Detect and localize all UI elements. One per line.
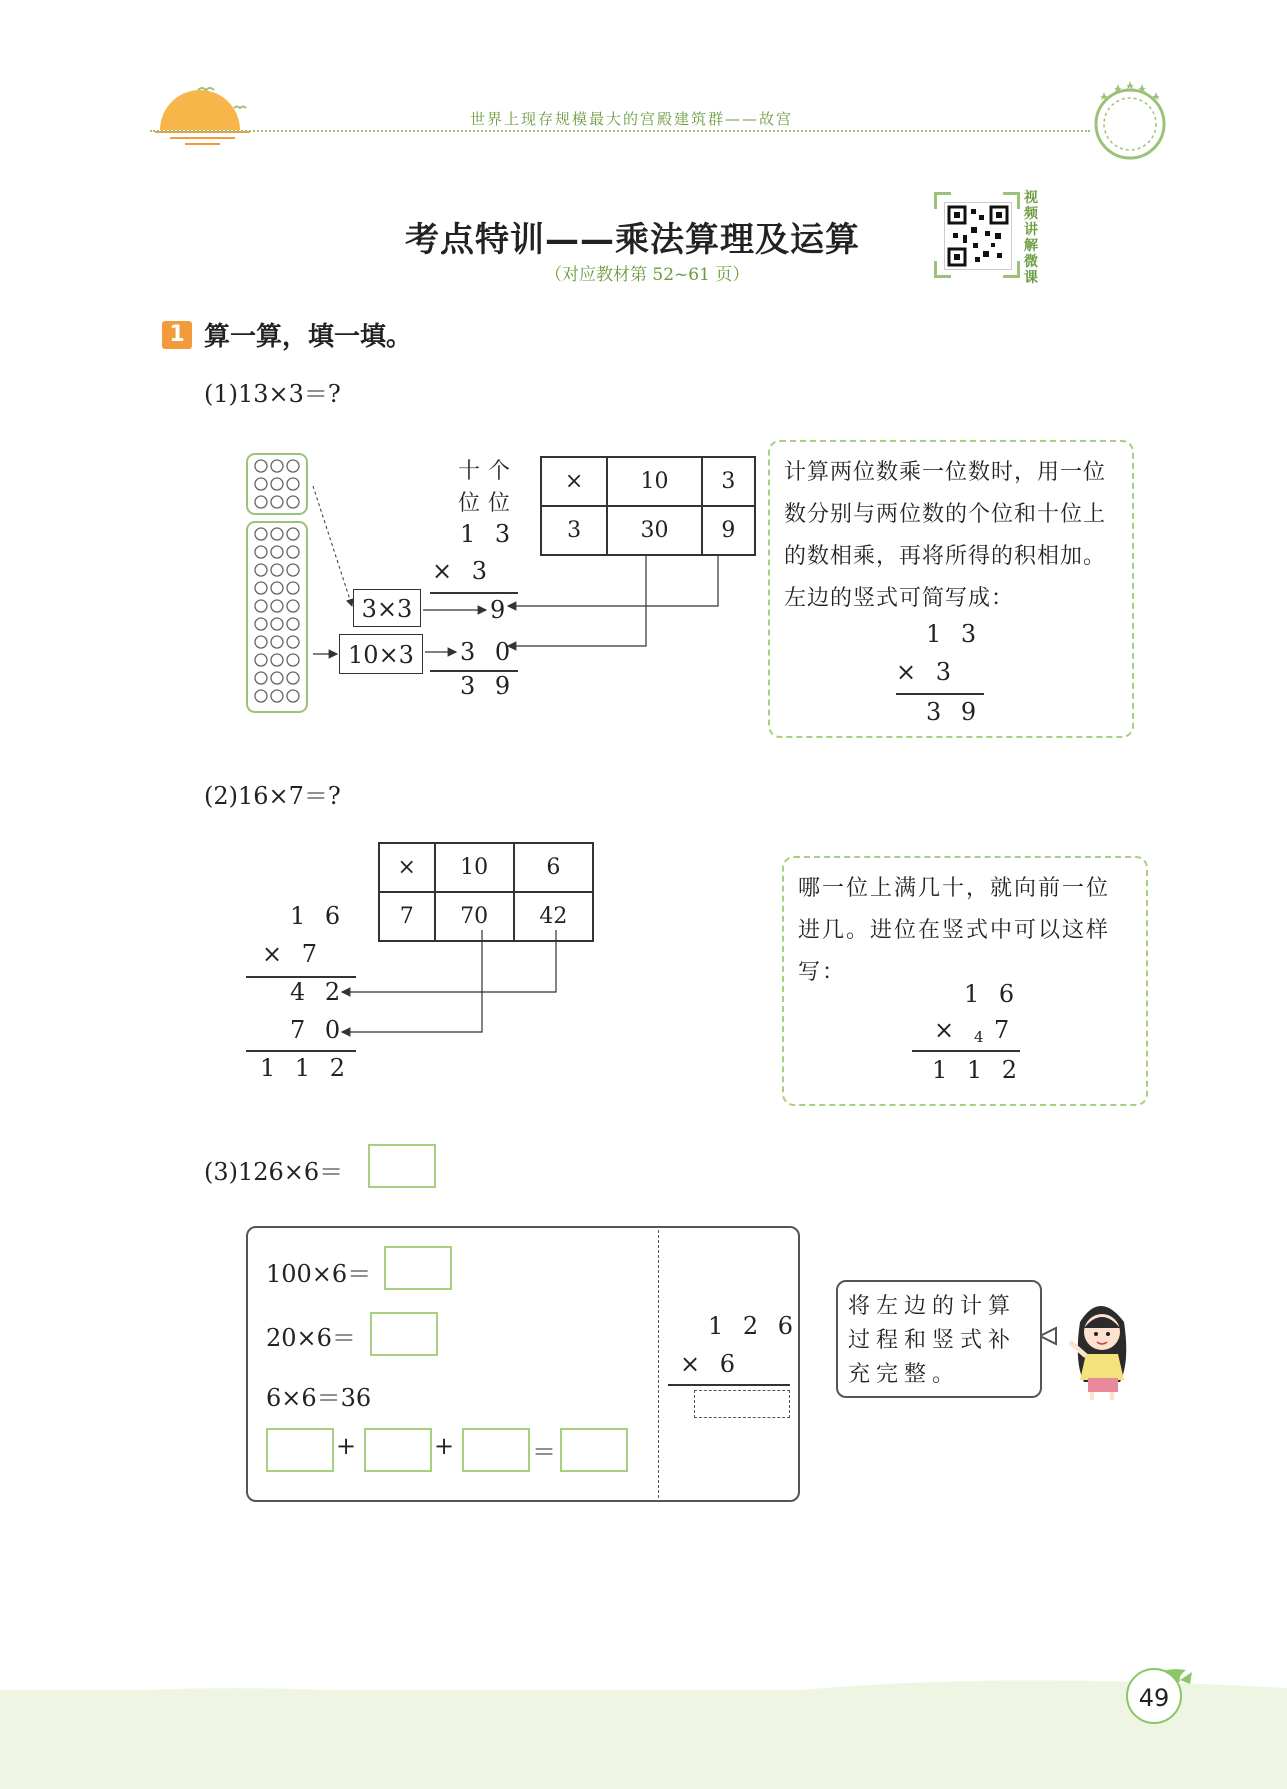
bead xyxy=(255,582,267,594)
p2-multiplicand: 1 6 xyxy=(290,902,347,930)
header-text: 世界上现存规模最大的宫殿建筑群——故宫 xyxy=(470,110,794,128)
p3-sum-box-result[interactable] xyxy=(560,1428,628,1472)
equals-sign: ＝ xyxy=(532,1438,556,1466)
qr-label: 视频讲解微课 xyxy=(1024,190,1038,286)
bead xyxy=(287,564,299,576)
page-subtitle: （对应教材第 52~61 页） xyxy=(545,265,750,285)
p3-sum-box-1[interactable] xyxy=(266,1428,334,1472)
p3-line3: 6×6＝36 xyxy=(266,1384,372,1412)
bead xyxy=(255,654,267,666)
p2-short-c: 1 1 2 xyxy=(932,1056,1024,1084)
p2-short-times: × xyxy=(934,1016,955,1044)
bead xyxy=(271,582,283,594)
p3-line2: 20×6＝ xyxy=(266,1324,356,1352)
p1-short-a: 1 3 xyxy=(926,620,983,648)
p3-vertical-multiplicand: 1 2 6 xyxy=(708,1312,800,1340)
hint-speech-bubble xyxy=(836,1280,1042,1398)
p2-result: 1 1 2 xyxy=(260,1054,352,1082)
bead xyxy=(271,618,283,630)
bead xyxy=(287,528,299,540)
table-cell: 42 xyxy=(514,892,593,941)
table-cell: 70 xyxy=(435,892,514,941)
page-title: 考点特训——乘法算理及运算 xyxy=(405,220,860,260)
p3-box-100x6[interactable] xyxy=(384,1246,452,1290)
table-cell: 6 xyxy=(514,843,593,892)
qr-frame xyxy=(934,192,1020,278)
table-cell: 3 xyxy=(702,457,755,506)
bead xyxy=(287,672,299,684)
place-tens-label: 十 xyxy=(458,459,481,484)
table-cell: 9 xyxy=(702,506,755,555)
bead xyxy=(271,546,283,558)
bead xyxy=(255,546,267,558)
bubble-text: 将左边的计算过程和竖式补充完整。 xyxy=(848,1294,1017,1387)
rule-line xyxy=(246,1050,356,1052)
p2-multiplier: × 7 xyxy=(262,940,324,968)
bead xyxy=(271,690,283,702)
plus-sign: + xyxy=(434,1432,455,1460)
table-cell: 30 xyxy=(607,506,702,555)
place-word-label: 位 xyxy=(488,491,511,516)
bead xyxy=(255,636,267,648)
bead xyxy=(271,636,283,648)
bead xyxy=(255,672,267,684)
rule-line xyxy=(896,693,984,695)
p1-multiplication-table xyxy=(540,456,756,556)
note-text: 计算两位数乘一位数时，用一位数分别与两位数的个位和十位上的数相乘，再将所得的积相加。左边的竖式可简写成： xyxy=(784,460,1107,611)
question-text: 算一算，填一填。 xyxy=(204,322,413,352)
p3-sum-box-2[interactable] xyxy=(364,1428,432,1472)
bead xyxy=(255,690,267,702)
bead xyxy=(255,564,267,576)
p2-short-seven: 7 xyxy=(994,1016,1010,1044)
bead xyxy=(271,564,283,576)
bead xyxy=(287,600,299,612)
question-number: 1 xyxy=(162,321,192,349)
p1-box-3x3: 3×3 xyxy=(353,589,421,627)
p1-short-c: 3 9 xyxy=(926,698,983,726)
bead xyxy=(287,636,299,648)
brand-badge-icon xyxy=(1090,78,1170,164)
rule-line xyxy=(668,1384,790,1386)
note-text: 哪一位上满几十，就向前一位进几。进位在竖式中可以这样写： xyxy=(798,876,1111,985)
place-word-label: 位 xyxy=(458,491,481,516)
p2-short-a: 1 6 xyxy=(964,980,1021,1008)
p2-carry-digit: 4 xyxy=(974,1028,984,1046)
table-cell: 10 xyxy=(607,457,702,506)
p1-partial-ones: 9 xyxy=(490,596,512,624)
bead xyxy=(271,600,283,612)
bead xyxy=(255,600,267,612)
page-number: 49 xyxy=(1126,1668,1182,1724)
p3-line1: 100×6＝ xyxy=(266,1260,372,1288)
table-cell: 7 xyxy=(379,892,435,941)
panel-divider xyxy=(658,1230,659,1498)
p1-multiplicand: 1 3 xyxy=(460,520,517,548)
p1-result: 3 9 xyxy=(460,672,517,700)
footer-wave-icon xyxy=(0,1670,1287,1710)
header-divider xyxy=(150,130,1090,132)
part3-label: (3)126×6＝ xyxy=(204,1158,344,1186)
counting-beads-icon xyxy=(244,452,314,716)
bead xyxy=(287,546,299,558)
p1-partial-tens: 3 0 xyxy=(460,638,517,666)
bead xyxy=(271,528,283,540)
rule-line xyxy=(430,592,518,594)
bead xyxy=(287,618,299,630)
bead xyxy=(287,582,299,594)
table-cell: × xyxy=(379,843,435,892)
rule-line xyxy=(912,1050,1020,1052)
p2-partial-ones: 4 2 xyxy=(290,978,347,1006)
part2-label: (2)16×7＝? xyxy=(204,782,341,810)
bead xyxy=(271,654,283,666)
bead xyxy=(287,654,299,666)
bead xyxy=(287,690,299,702)
place-ones-label: 个 xyxy=(488,459,511,484)
table-cell: 10 xyxy=(435,843,514,892)
p1-short-b: × 3 xyxy=(896,658,958,686)
table-cell: 3 xyxy=(541,506,607,555)
p3-vertical-multiplier: × 6 xyxy=(680,1350,742,1378)
plus-sign: + xyxy=(336,1432,357,1460)
p3-sum-box-3[interactable] xyxy=(462,1428,530,1472)
sunset-logo-icon xyxy=(150,80,260,150)
p2-partial-tens: 7 0 xyxy=(290,1016,347,1044)
p3-answer-box[interactable] xyxy=(368,1144,436,1188)
p1-box-10x3: 10×3 xyxy=(339,634,423,674)
bead xyxy=(255,528,267,540)
p3-box-20x6[interactable] xyxy=(370,1312,438,1356)
bead xyxy=(255,618,267,630)
p1-multiplier: × 3 xyxy=(432,557,494,585)
table-cell: × xyxy=(541,457,607,506)
girl-character-icon xyxy=(1040,1292,1140,1402)
p3-vertical-answer-box[interactable] xyxy=(694,1390,790,1418)
bead xyxy=(271,672,283,684)
part1-label: (1)13×3＝? xyxy=(204,380,341,408)
p2-multiplication-table xyxy=(378,842,594,942)
